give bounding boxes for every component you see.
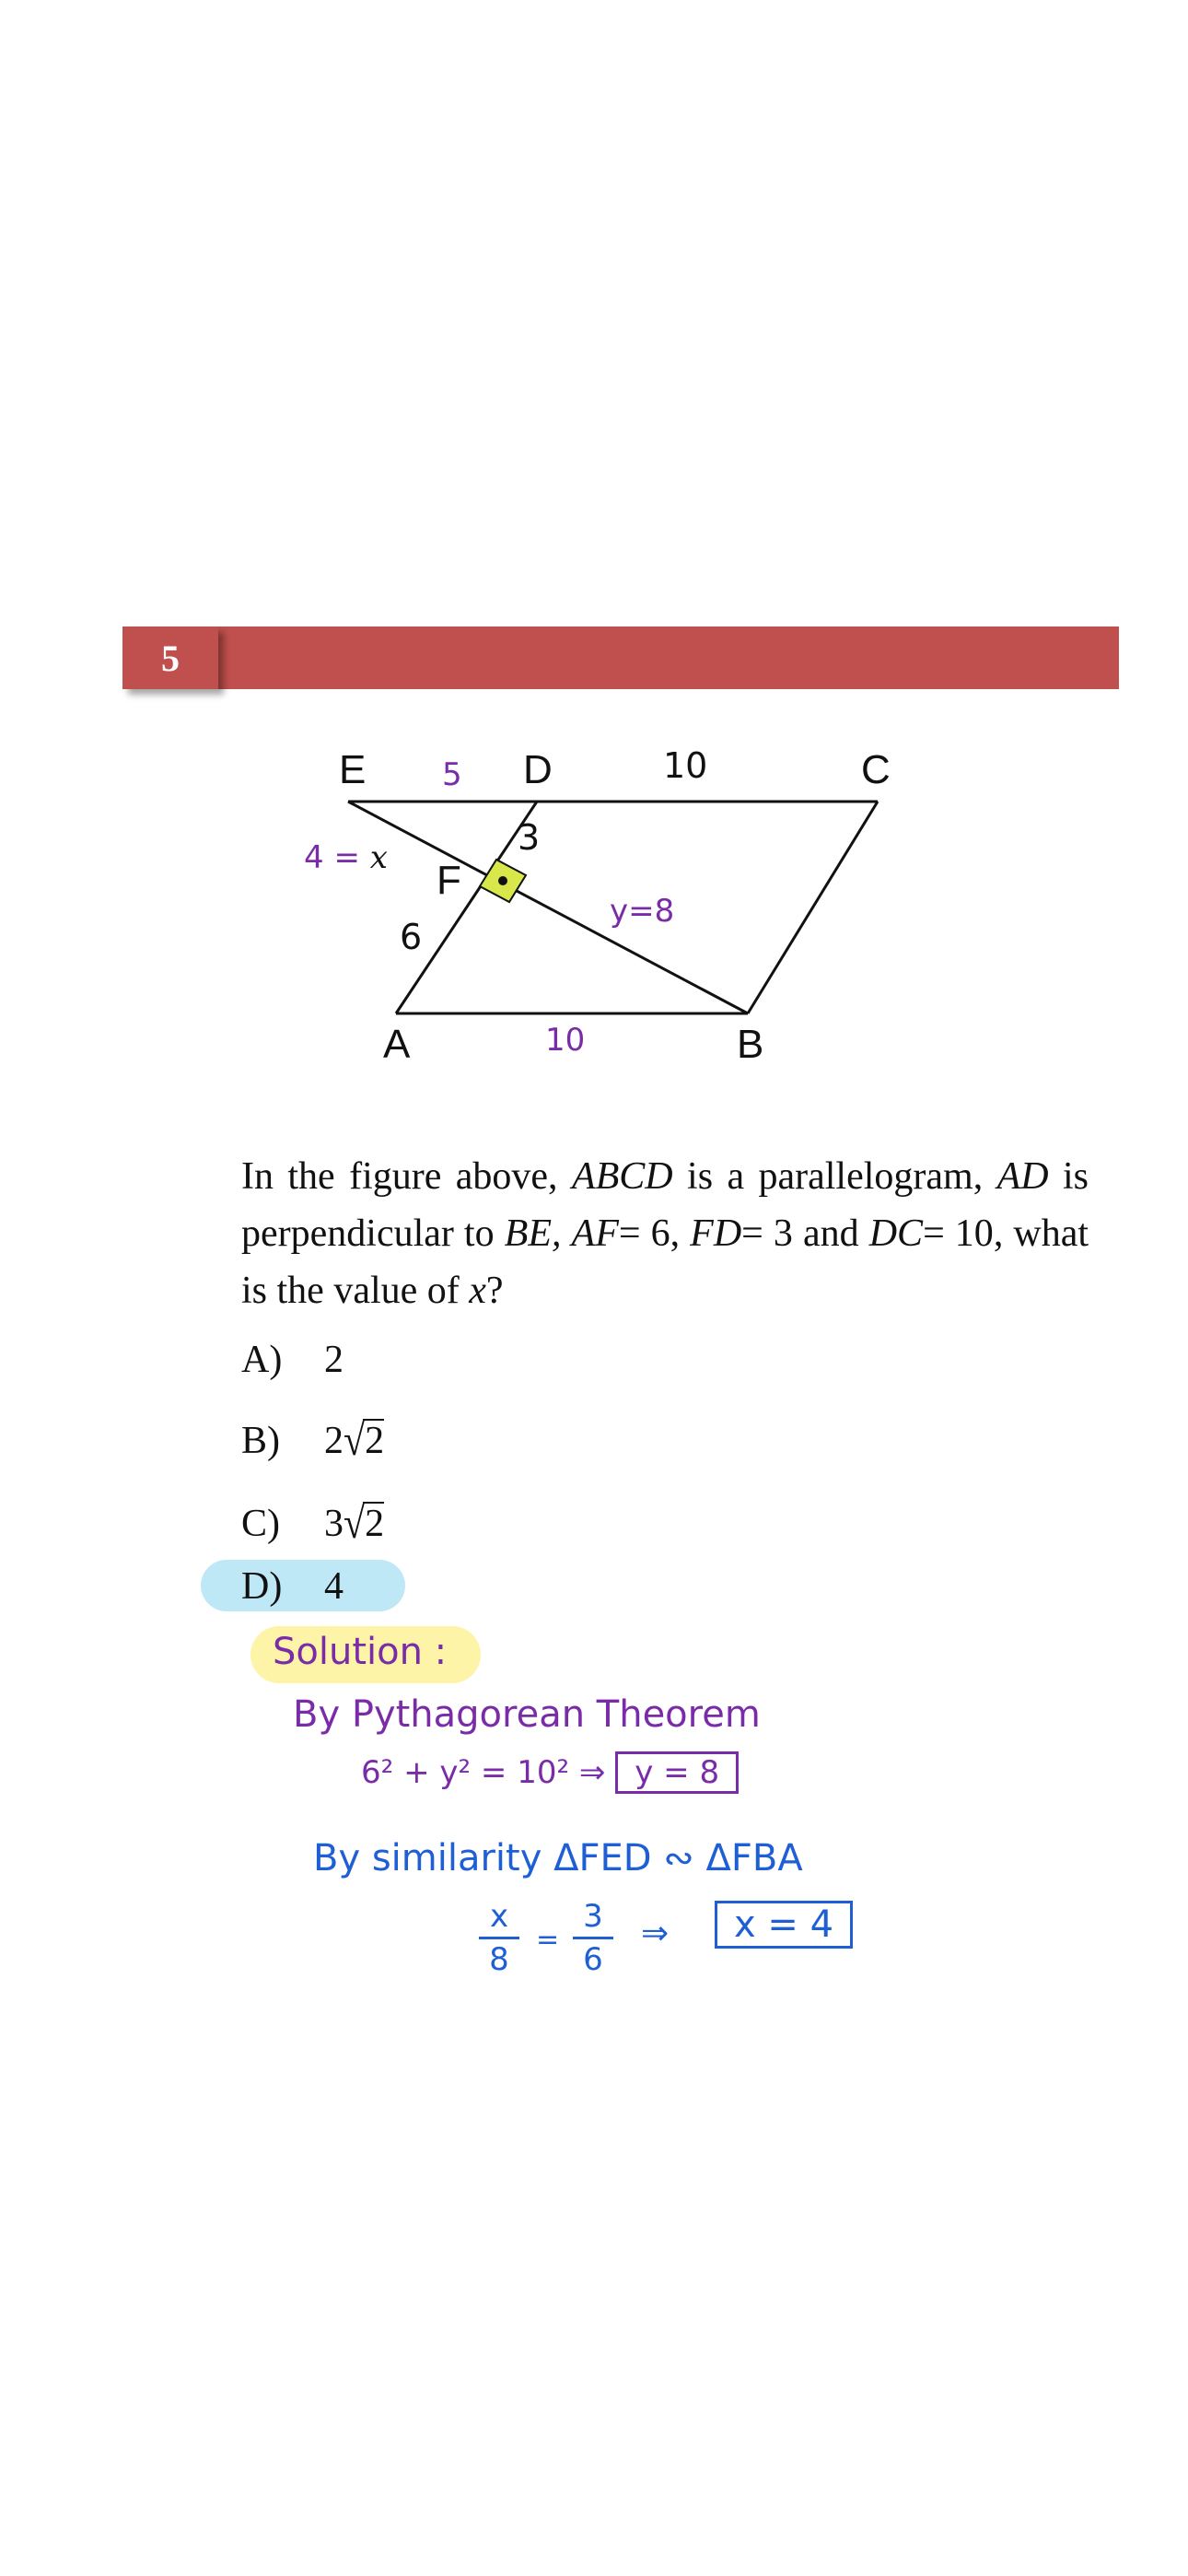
segment-label-ef: 4 = x <box>304 839 388 876</box>
segment-label-af: 6 <box>400 917 423 957</box>
step2-title: By similarity ΔFED ∾ ΔFBA <box>313 1837 803 1879</box>
variable-x: x <box>369 839 388 876</box>
choice-c[interactable] <box>241 1496 384 1551</box>
segment-label-fb: y=8 <box>610 893 675 930</box>
line-bc <box>748 802 878 1013</box>
right-angle-dot <box>498 876 507 885</box>
step1-result-box: y = 8 <box>615 1751 739 1794</box>
sqrt-symbol: √2 <box>344 1499 385 1549</box>
fraction-x-over-8: x 8 <box>479 1898 519 1978</box>
point-label-f: F <box>437 858 461 903</box>
segment-label-ed: 5 <box>442 756 462 793</box>
question-number: 5 <box>122 626 218 689</box>
choice-letter: A) <box>241 1339 283 1381</box>
segment-label-ab: 10 <box>545 1022 586 1059</box>
sqrt-symbol: √2 <box>344 1416 385 1466</box>
choice-letter: D) <box>241 1565 283 1608</box>
fraction-3-over-6: 3 6 <box>573 1898 613 1978</box>
choice-b[interactable] <box>241 1413 384 1469</box>
point-label-e: E <box>339 747 367 792</box>
choice-letter: B) <box>241 1420 280 1462</box>
choice-d[interactable] <box>241 1559 344 1614</box>
parallelogram-diagram <box>304 737 939 1080</box>
step1-title: By Pythagorean Theorem <box>293 1693 761 1736</box>
choice-letter: C) <box>241 1503 280 1545</box>
implies-arrow: ⇒ <box>641 1914 670 1952</box>
point-label-d: D <box>523 747 553 792</box>
choice-value: 4 <box>324 1565 344 1608</box>
step1-equation: 6² + y² = 10² ⇒ y = 8 <box>361 1754 739 1791</box>
segment-label-dc: 10 <box>663 745 708 786</box>
line-ad <box>396 802 537 1013</box>
step2-result-box: x = 4 <box>715 1903 853 1946</box>
header-bar <box>122 626 1119 689</box>
geometry-figure <box>304 737 939 1080</box>
line-eb <box>348 802 748 1013</box>
equals-sign: = <box>536 1924 560 1956</box>
choice-a[interactable] <box>241 1332 344 1388</box>
point-label-c: C <box>861 747 891 792</box>
choice-coef: 3 <box>324 1503 344 1545</box>
choice-value: 2 <box>324 1339 344 1381</box>
solution-heading: Solution : <box>273 1631 448 1673</box>
problem-statement: In the figure above, ABCD is a parallelogram, AD is perpendicular to BE, AF= 6, FD= 3 and DC= 10, what is the value of x? <box>241 1155 1089 1312</box>
segment-label-fd: 3 <box>518 817 541 858</box>
point-label-a: A <box>383 1022 411 1067</box>
choice-coef: 2 <box>324 1420 344 1462</box>
point-label-b: B <box>737 1022 764 1067</box>
